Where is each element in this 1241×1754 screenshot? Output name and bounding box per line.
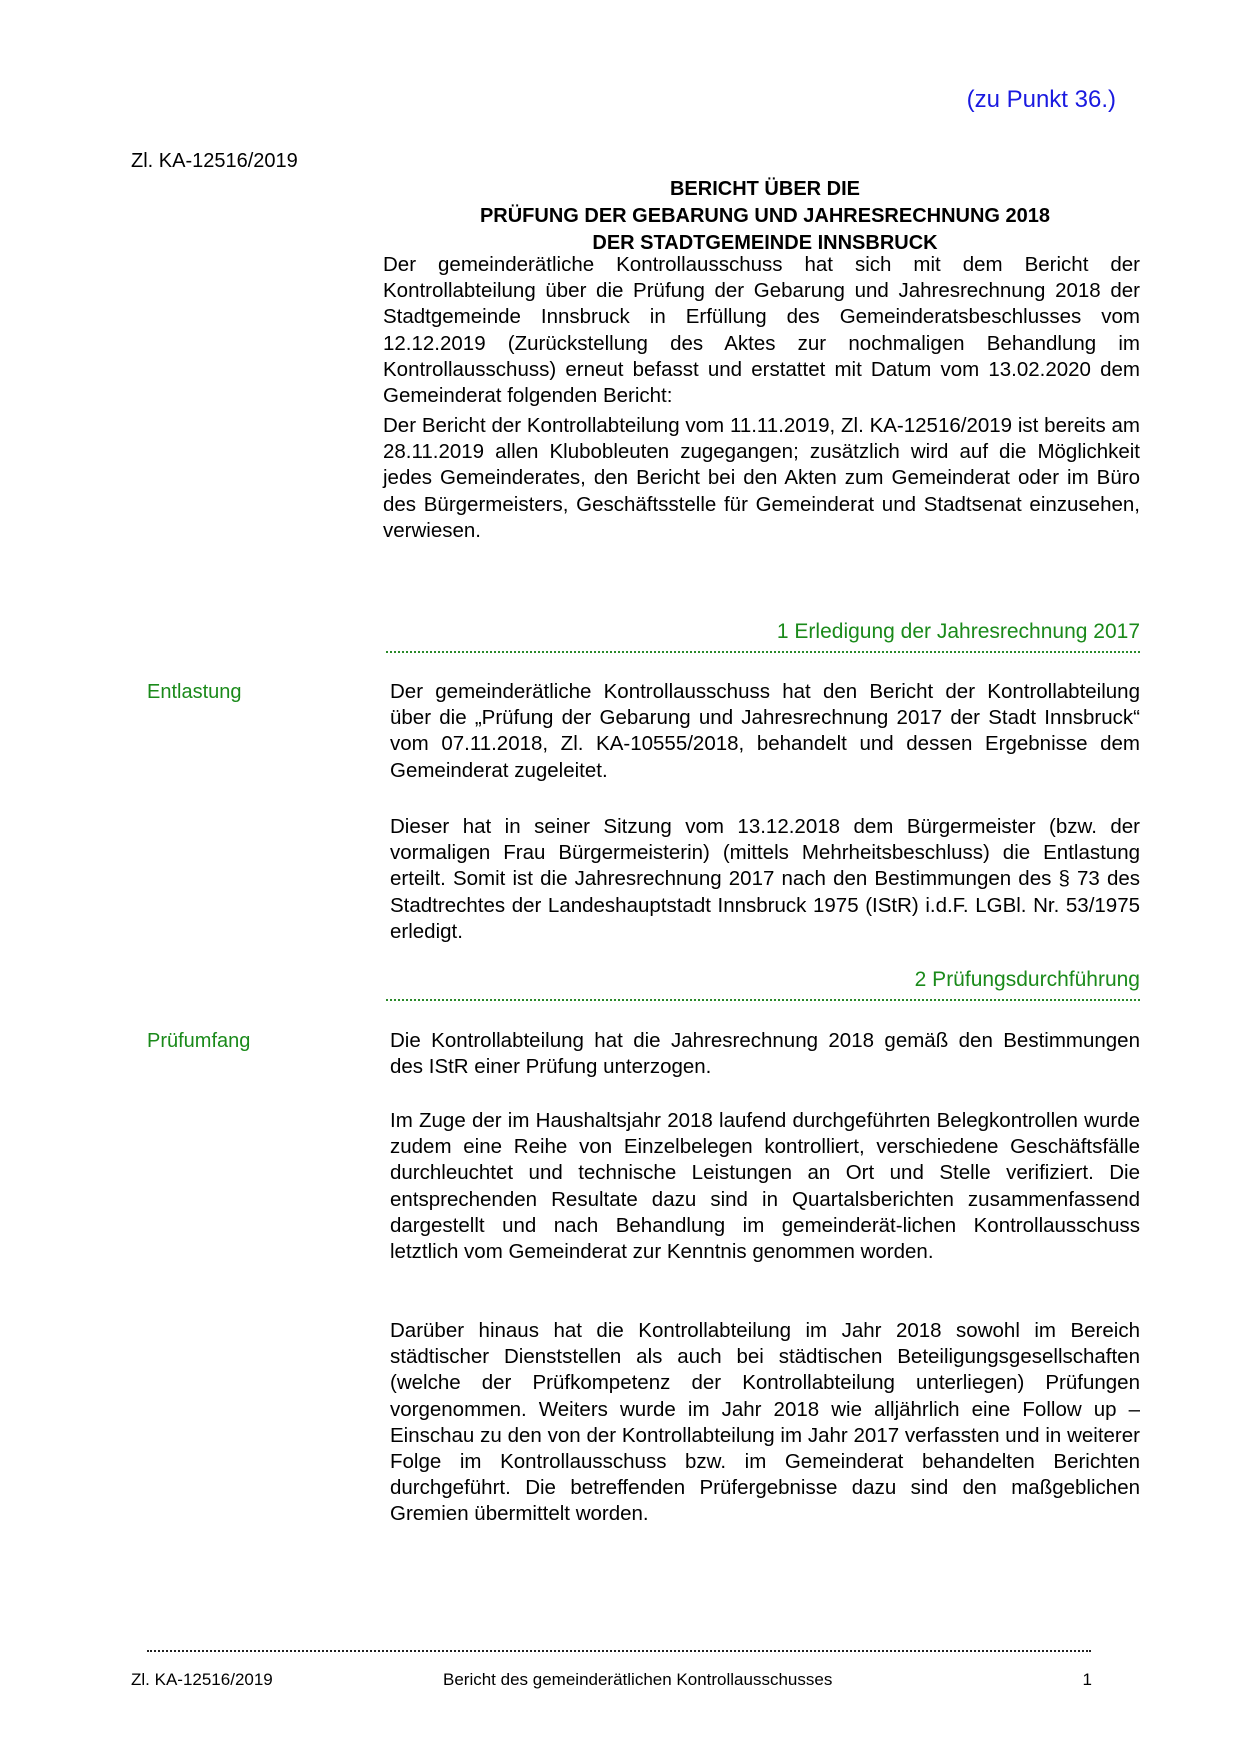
- intro-paragraph-2: Der Bericht der Kontrollabteilung vom 11.11.2019, Zl. KA-12516/2019 ist bereits am 28.11.2019 allen Klubobleuten zugegangen; zusätzlich wird auf die Möglichkeit jedes Gemeinderates, den Bericht bei den Akten zum Gemeinderat oder im Büro des Bürgermeisters, Geschäftsstelle für Gemeinderat und Stadtsenat einzusehen, verwiesen.: [383, 414, 1140, 542]
- section-1-divider: [386, 651, 1140, 653]
- title-line-1: BERICHT ÜBER DIE: [669, 178, 860, 200]
- page-number: 1: [1082, 1670, 1092, 1689]
- intro-paragraph-1: Der gemeinderätliche Kontrollausschuss hat sich mit dem Bericht der Kontrollabteilung über die Prüfung der Gebarung und Jahresrechnung 2018 der Stadtgemeinde Innsbruck in Erfüllung des Gemeinderatsbeschlusses vom 12.12.2019 (Zurückstellung des Aktes zur nochmaligen Behandlung im Kontrollausschuss) erneut befasst und erstattet mit Datum vom 13.02.2020 dem Gemeinderat folgenden Bericht:: [383, 253, 1140, 408]
- agenda-item-reference: (zu Punkt 36.): [966, 86, 1116, 113]
- footer-file-number: Zl. KA-12516/2019: [131, 1670, 273, 1689]
- footer-title: Bericht des gemeinderätlichen Kontrollausschusses: [443, 1670, 833, 1689]
- report-title: [380, 176, 1150, 257]
- footer-divider: [147, 1650, 1091, 1652]
- section-1-margin-note: Entlastung: [147, 681, 242, 703]
- file-number: Zl. KA-12516/2019: [131, 150, 298, 172]
- section-2-heading: 2 Prüfungsdurchführung: [914, 968, 1140, 991]
- title-line-2: PRÜFUNG DER GEBARUNG UND JAHRESRECHNUNG 2018: [479, 205, 1051, 227]
- section-2-paragraph-1: Die Kontrollabteilung hat die Jahresrechnung 2018 gemäß den Bestimmungen des IStR einer Prüfung unterzogen.: [390, 1029, 1140, 1079]
- section-1-heading: 1 Erledigung der Jahresrechnung 2017: [776, 620, 1140, 643]
- title-line-3: DER STADTGEMEINDE INNSBRUCK: [592, 232, 938, 254]
- section-2-paragraph-2: Im Zuge der im Haushaltsjahr 2018 laufend durchgeführten Belegkontrollen wurde zudem eine Reihe von Einzelbelegen kontrolliert, verschiedene Geschäftsfälle durchleuchtet und technische Leistungen an Ort und Stelle verifiziert. Die entsprechenden Resultate dazu sind in Quartalsberichten zusammenfassend dargestellt und nach Behandlung im gemeinderät-lichen Kontrollausschuss letztlich vom Gemeinderat zur Kenntnis genommen worden.: [390, 1109, 1140, 1264]
- section-2-paragraph-3: Darüber hinaus hat die Kontrollabteilung im Jahr 2018 sowohl im Bereich städtischer Dienststellen als auch bei städtischen Beteiligungsgesellschaften (welche der Prüfkompetenz der Kontrollabteilung unterliegen) Prüfungen vorgenommen. Weiters wurde im Jahr 2018 wie alljährlich eine Follow up – Einschau zu den von der Kontrollabteilung im Jahr 2017 verfassten und in weiterer Folge im Kontrollausschuss bzw. im Gemeinderat behandelten Berichten durchgeführt. Die betreffenden Prüfergebnisse dazu sind den maßgeblichen Gremien übermittelt worden.: [390, 1319, 1140, 1526]
- section-1-paragraph-1: Der gemeinderätliche Kontrollausschuss hat den Bericht der Kontrollabteilung über die „Prüfung der Gebarung und Jahresrechnung 2017 der Stadt Innsbruck“ vom 07.11.2018, Zl. KA-10555/2018, behandelt und dessen Ergebnisse dem Gemeinderat zugeleitet.: [390, 680, 1140, 782]
- section-2-divider: [386, 999, 1140, 1001]
- section-1-paragraph-2: Dieser hat in seiner Sitzung vom 13.12.2018 dem Bürgermeister (bzw. der vormaligen Frau Bürgermeisterin) (mittels Mehrheitsbeschluss) die Entlastung erteilt. Somit ist die Jahresrechnung 2017 nach den Bestimmungen des § 73 des Stadtrechtes der Landeshauptstadt Innsbruck 1975 (IStR) i.d.F. LGBl. Nr. 53/1975 erledigt.: [390, 815, 1140, 943]
- section-2-margin-note: Prüfumfang: [147, 1030, 251, 1052]
